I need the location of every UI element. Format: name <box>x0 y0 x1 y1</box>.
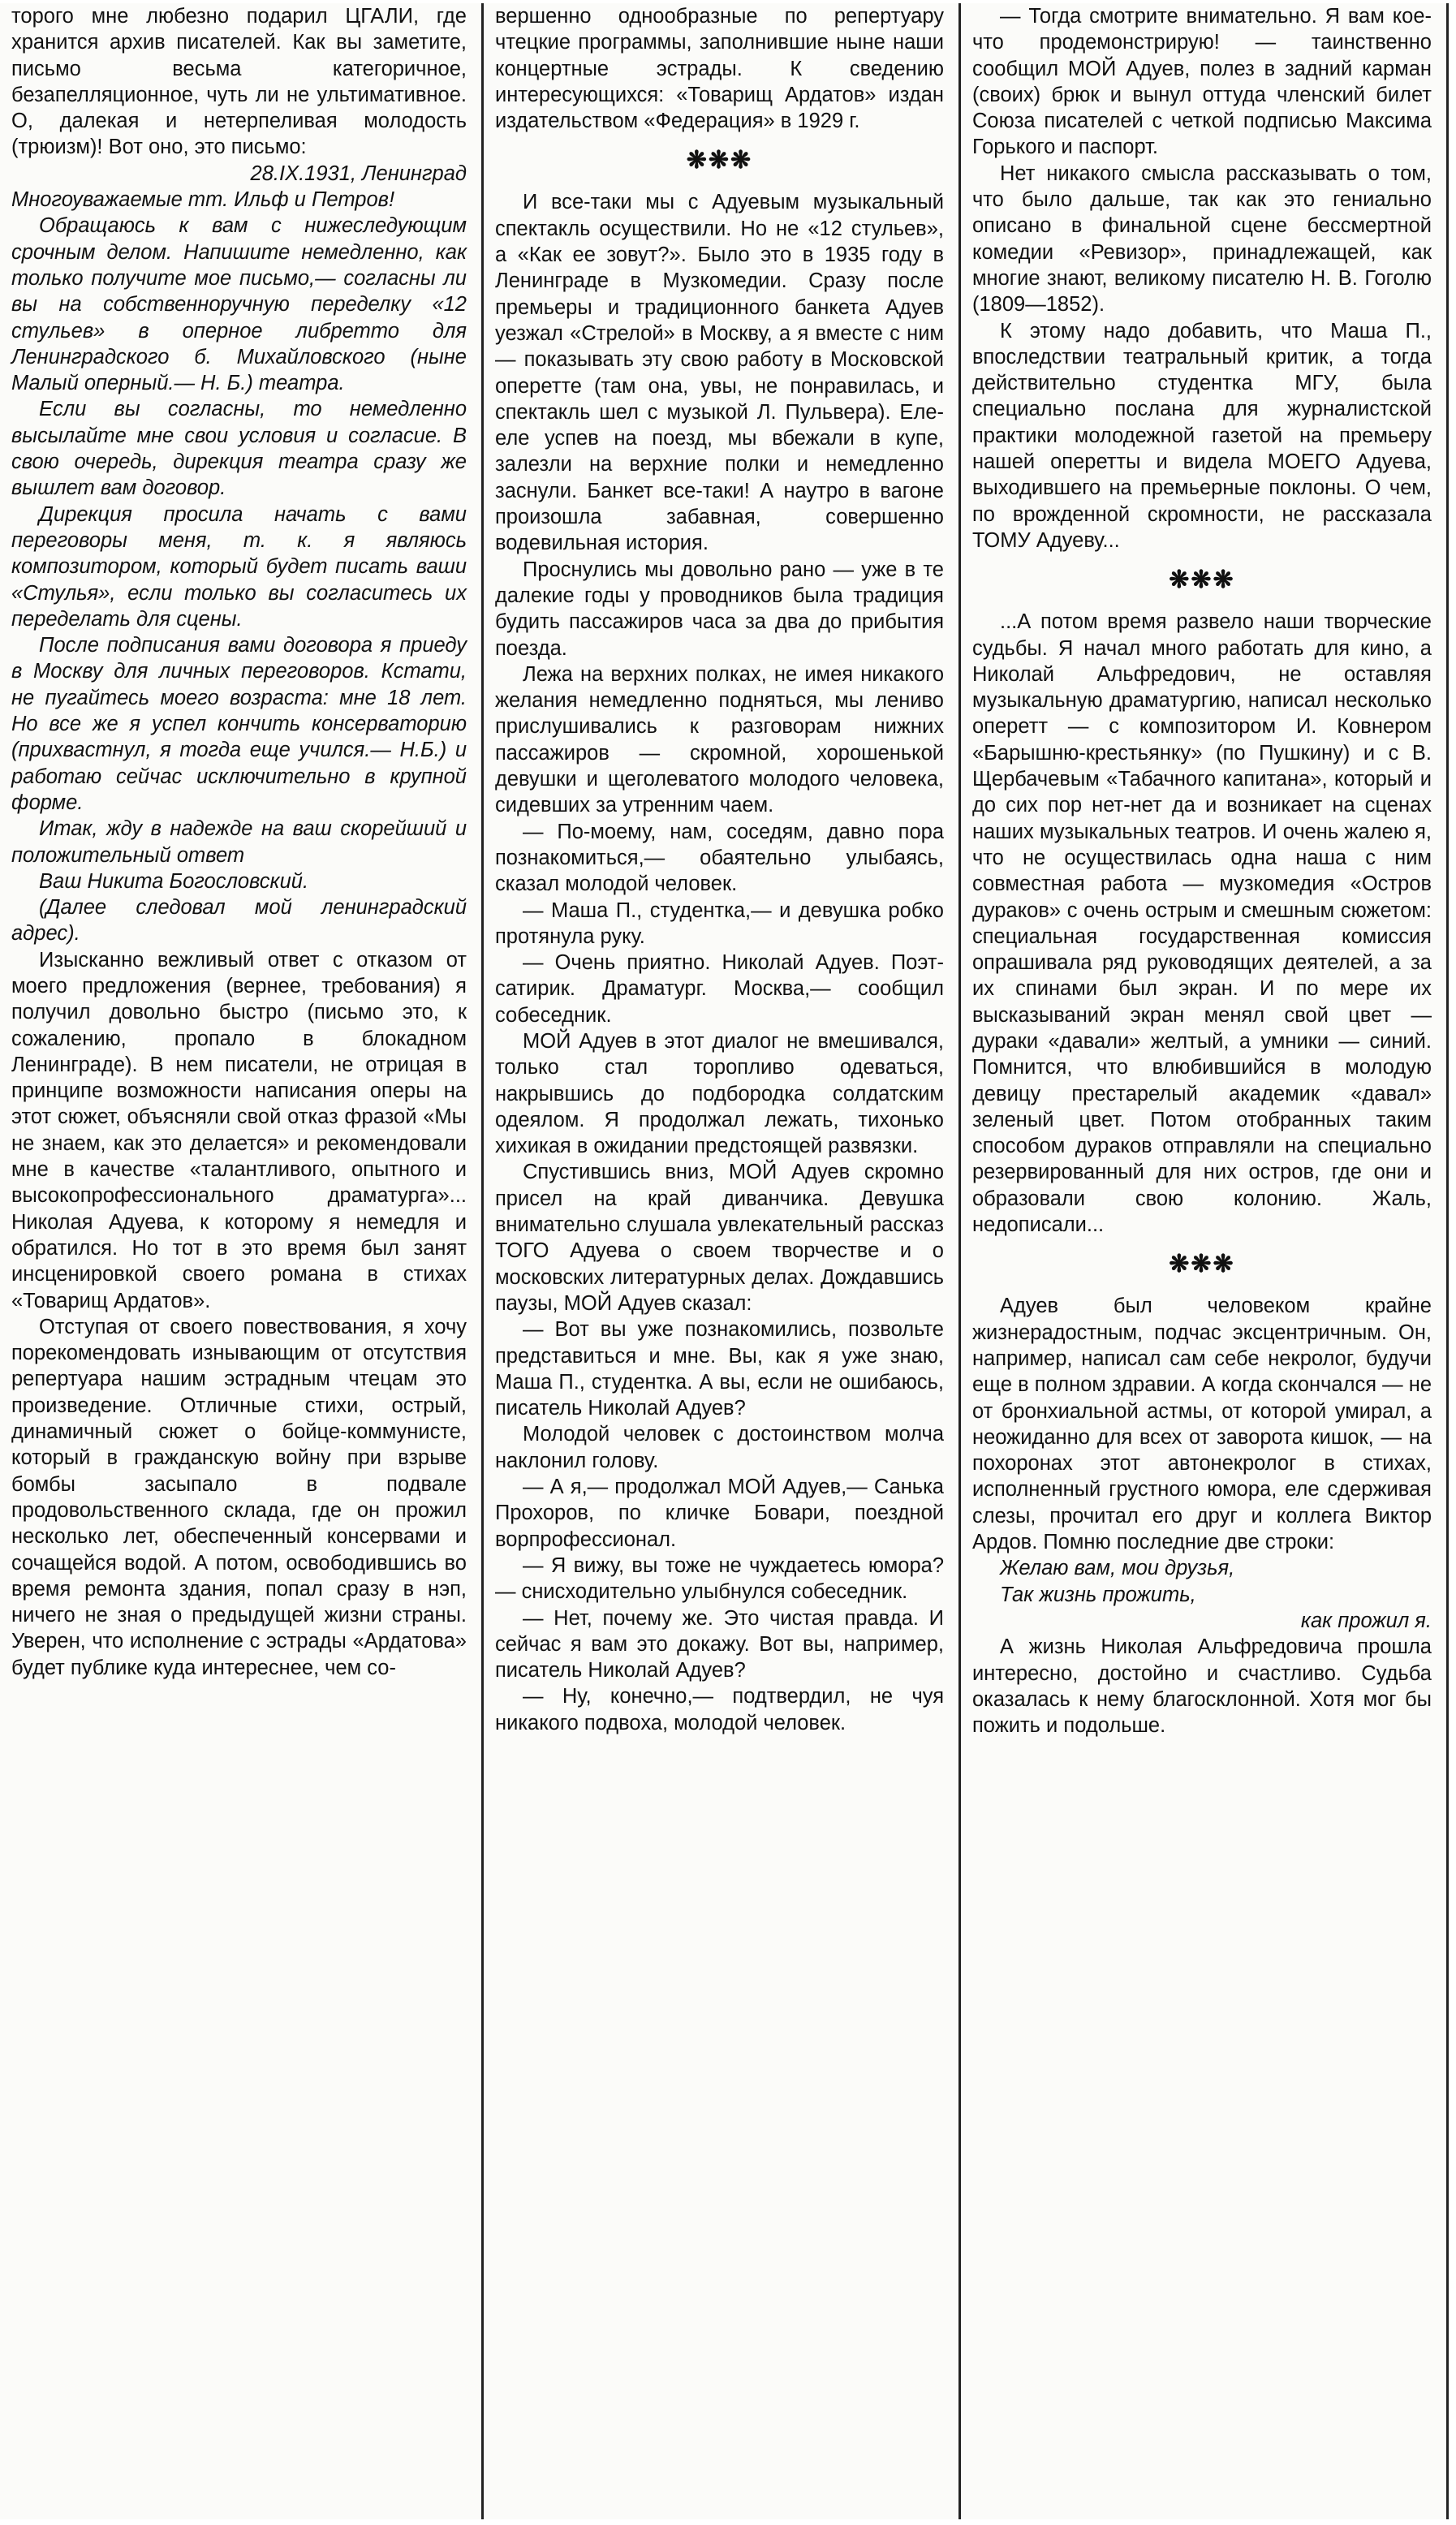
column1-paragraph: Итак, жду в надежде на ваш скорейший и положительный ответ <box>11 817 467 867</box>
column1-paragraph: (Далее следовал мой ленинградский адрес). <box>11 896 467 946</box>
column2-paragraph: — А я,— продолжал МОЙ Адуев,— Санька Прохоров, по кличке Бовари, поездной ворпрофессионал. <box>495 1476 944 1551</box>
section-separator-stars: ❋❋❋ <box>1169 567 1235 594</box>
column2-paragraph: Проснулись мы довольно рано — уже в те далекие годы у проводников была традиция будить пассажиров часа за два до прибытия поезда. <box>495 558 944 660</box>
column2-paragraph: — Вот вы уже познакомились, позвольте представиться и мне. Вы, как я уже знаю, Маша П., студентка. А вы, если не ошибаюсь, писатель Николай Адуев? <box>495 1318 944 1420</box>
column1-paragraph: Обращаюсь к вам с нижеследующим срочным делом. Напишите немедленно, как только получите мое письмо,— согласны ли вы на собственноручную переделку «12 стульев» в оперное либретто для Ленинградского б. Михайловского (ныне Малый оперный.— Н. Б.) театра. <box>11 214 467 395</box>
column2-paragraph: Молодой человек с достоинством молча наклонил голову. <box>495 1423 944 1472</box>
column2-paragraph: Спустившись вниз, МОЙ Адуев скромно присел на край диванчика. Девушка внимательно слушала увлекательный рассказ ТОГО Адуева о своем творчестве и о московских литературных делах. Дождавшись паузы, МОЙ Адуев сказал: <box>495 1161 944 1315</box>
column3-paragraph: А жизнь Николая Альфредовича прошла интересно, достойно и счастливо. Судьба оказалась к нему благосклонной. Хотя мог бы пожить и подольше. <box>972 1635 1432 1738</box>
column3-paragraph: ...А потом время развело наши творческие судьбы. Я начал много работать для кино, а Николай Альфредович, не оставляя музыкальную драматургию, написал несколько оперетт — с композитором И. Ковнером «Барышню-крестьянку» (по Пушкину) и с В. Щербачевым «Табачного капитана», который и до сих пор нет-нет да и возникает на сценах наших музыкальных театров. И очень жалею я, что не осуществилась одна наша с ним совместная работа — музкомедия «Остров дураков» с очень острым и смешным сюжетом: специальная государственная комиссия опрашивала ряд руководящих деятелей, а за их спинами был экран. И по мере их высказываний экран менял свой цвет — дураки «давали» желтый, а умники — синий. Помнится, что влюбившийся в молодую девицу престарелый академик «давал» зеленый цвет. Потом отобранных таким способом дураков отправляли на специально резервированный для них остров, где они и образовали свою колонию. Жаль, недописали... <box>972 610 1432 1237</box>
column1-paragraph: Если вы согласны, то немедленно высылайте мне свои условия и согласие. В свою очередь, дирекция театра сразу же вышлет вам договор. <box>11 398 467 500</box>
column1-paragraph: Ваш Никита Богословский. <box>39 869 309 893</box>
column3-paragraph: Желаю вам, мои друзья, <box>1000 1557 1235 1580</box>
column-3 <box>961 3 1446 2519</box>
column2-paragraph: — Ну, конечно,— подтвердил, не чуя никакого подвоха, молодой человек. <box>495 1685 944 1734</box>
column-2 <box>484 3 961 2519</box>
article-page <box>0 3 1449 2519</box>
column1-paragraph: торого мне любезно подарил ЦГАЛИ, где хранится архив писателей. Как вы заметите, письмо весьма категоричное, безапелляционное, чуть ли не ультимативное. О, далекая и нетерпеливая молодость (трюизм)! Вот оно, это письмо: <box>11 5 467 159</box>
column3-paragraph: К этому надо добавить, что Маша П., впоследствии театральный критик, а тогда действительно студентка МГУ, была специально послана для журналистской практики молодежной газетой на премьеру нашей оперетты и видела МОЕГО Адуева, выходившего на премьерные поклоны. О чем, по врожденной скромности, не рассказала ТОМУ Адуеву... <box>972 319 1432 552</box>
column1-paragraph: После подписания вами договора я приеду в Москву для личных переговоров. Кстати, не пугайтесь моего возраста: мне 18 лет. Но все же я успел кончить консерваторию (прихвастнул, я тогда еще учился.— Н.Б.) и работаю сейчас исключительно в крупной форме. <box>11 634 467 814</box>
column2-paragraph: — Я вижу, вы тоже не чуждаетесь юмора? — снисходительно улыбнулся собеседник. <box>495 1553 944 1604</box>
column2-paragraph: — По-моему, нам, соседям, давно пора познакомиться,— обаятельно улыбаясь, сказал молодой человек. <box>495 820 944 896</box>
column3-paragraph: Адуев был человеком крайне жизнерадостным, подчас эксцентричным. Он, например, написал сам себе некролог, будучи еще в полном здравии. А когда скончался — не от бронхиальной астмы, от которой умирал, а неожиданно для всех от заворота кишок, — на похоронах этот автонекролог в стихах, исполненный грустного юмора, еле сдерживая слезы, прочитал его друг и коллега Виктор Ардов. Помню последние две строки: <box>972 1295 1432 1554</box>
column1-paragraph: Отступая от своего повествования, я хочу порекомендовать изнывающим от отсутствия репертуара нашим эстрадным чтецам это произведение. Отличные стихи, острый, динамичный сюжет о бойце-коммунисте, который в гражданскую войну при взрыве бомбы засыпало в подвале продовольственного склада, где он прожил несколько лет, обеспеченный консервами и сочащейся водой. А потом, освободившись во время ремонта здания, попал сразу в нэп, ничего не зная о предыдущей жизни страны. Уверен, что исполнение с эстрады «Ардатова» будет публике куда интереснее, чем со- <box>11 1315 467 1679</box>
section-separator-stars: ❋❋❋ <box>1169 1251 1235 1278</box>
column1-paragraph: Изысканно вежливый ответ с отказом от моего предложения (вернее, требования) я получил довольно быстро (письмо это, к сожалению, пропало в блокадном Ленинграде). В нем писатели, не отрицая в принципе возможности написания оперы на этот сюжет, объясняли свой отказ фразой «Мы не знаем, как это делается» и рекомендовали мне в качестве «талантливого, опытного и высокопрофессионального драматурга»... Николая Адуева, к которому я немедля и обратился. Но тот в это время был занят инсценировкой своего романа в стихах «Товарищ Ардатов». <box>11 948 467 1312</box>
column1-paragraph: Многоуважаемые тт. Ильф и Петров! <box>11 188 395 212</box>
column2-paragraph: — Очень приятно. Николай Адуев. Поэт-сатирик. Драматург. Москва,— сообщил собеседник. <box>495 951 944 1027</box>
column2-paragraph: МОЙ Адуев в этот диалог не вмешивался, только стал торопливо одеваться, накрывшись до подбородка солдатским одеялом. Я продолжал лежать, тихонько хихикая в ожидании предстоящей развязки. <box>495 1029 944 1158</box>
column2-paragraph: И все-таки мы с Адуевым музыкальный спектакль осуществили. Но не «12 стульев», а «Как ее зовут?». Было это в 1935 году в Ленинграде в Музкомедии. Сразу после премьеры и традиционного банкета Адуев уезжал «Стрелой» в Москву, а я вместе с ним — показывать эту свою работу в Московской оперетте (там она, увы, не понравилась, и спектакль шел с музыкой Л. Пульвера). Еле-еле успев на поезд, мы вбежали в купе, залезли на верхние полки и немедленно заснули. Банкет все-таки! А наутро в вагоне произошла забавная, совершенно водевильная история. <box>495 191 944 555</box>
section-separator-stars: ❋❋❋ <box>686 147 753 175</box>
column3-paragraph: как прожил я. <box>1300 1609 1432 1632</box>
column3-paragraph: Так жизнь прожить, <box>1000 1583 1196 1606</box>
column2-paragraph: вершенно однообразные по репертуару чтецкие программы, заполнившие ныне наши концертные эстрады. К сведению интересующихся: «Товарищ Ардатов» издан издательством «Федерация» в 1929 г. <box>495 5 944 133</box>
column3-paragraph: Нет никакого смысла рассказывать о том, что было дальше, так как это гениально описано в финальной сцене бессмертной комедии «Ревизор», принадлежащей, как многие знают, великому писателю Н. В. Гоголю (1809—1852). <box>972 162 1432 317</box>
column3-paragraph: — Тогда смотрите внимательно. Я вам кое-что продемонстрирую! — таинственно сообщил МОЙ Адуев, полез в задний карман (своих) брюк и вынул оттуда членский билет Союза писателей с четкой подписью Максима Горького и паспорт. <box>972 5 1432 159</box>
column2-paragraph: — Маша П., студентка,— и девушка робко протянула руку. <box>495 898 944 948</box>
column2-paragraph: — Нет, почему же. Это чистая правда. И сейчас я вам это докажу. Вот вы, например, писатель Николай Адуев? <box>495 1606 944 1683</box>
column1-paragraph: 28.IX.1931, Ленинград <box>250 162 467 185</box>
column2-paragraph: Лежа на верхних полках, не имея никакого желания немедленно подняться, мы лениво прислушивались к разговорам нижних пассажиров — скромной, хорошенькой девушки и щеголеватого молодого человека, сидевших за утренним чаем. <box>495 662 944 817</box>
column1-paragraph: Дирекция просила начать с вами переговоры меня, т. к. я являюсь композитором, который будет писать ваши «Стулья», если только вы согласитесь их переделать для сцены. <box>11 502 467 631</box>
column-1 <box>0 3 484 2519</box>
